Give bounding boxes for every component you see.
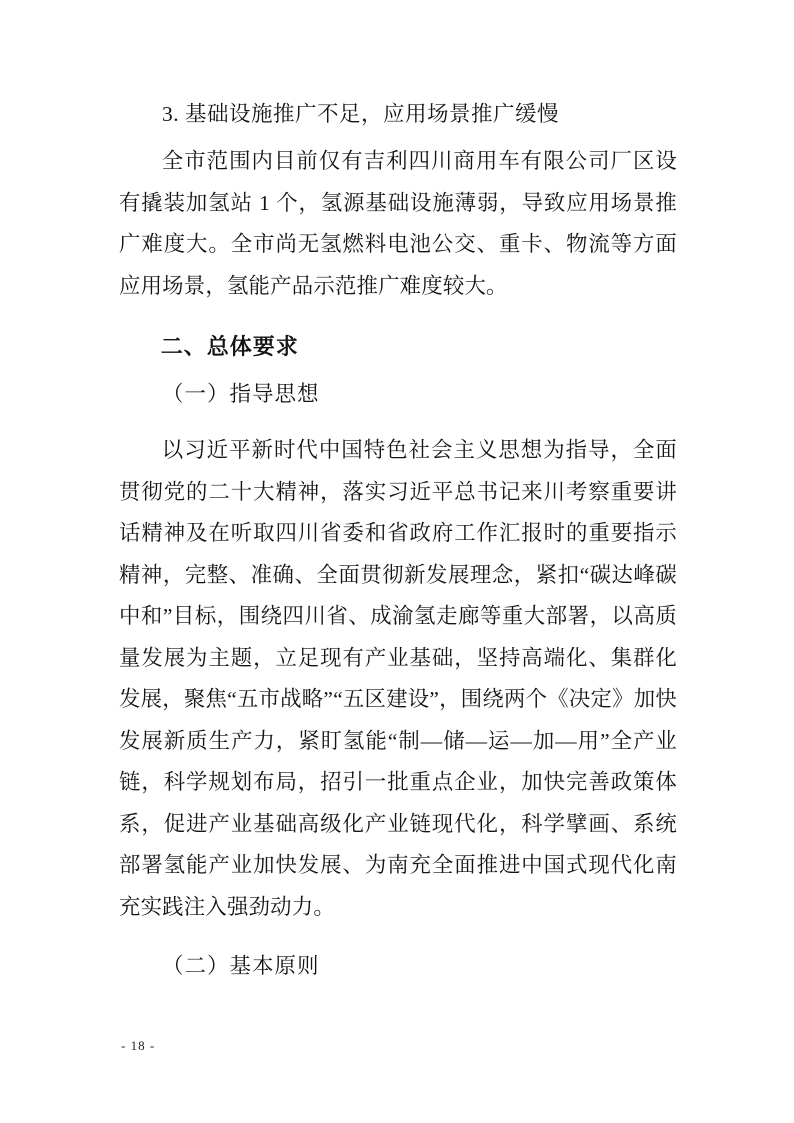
numbered-subheading: 3. 基础设施推广不足，应用场景推广缓慢 (162, 102, 560, 126)
page-number: - 18 - (121, 1038, 156, 1053)
paragraph-infrastructure: 全市范围内目前仅有吉利四川商用车有限公司厂区设有撬装加氢站 1 个，氢源基础设施薄弱，导致应用场景推广难度大。全市尚无氢燃料电池公交、重卡、物流等方面应用场景，氢能产品示范推广难度较大。 (119, 149, 677, 298)
section-heading: 二、总体要求 (160, 334, 299, 359)
paragraph-guiding-ideology: 以习近平新时代中国特色社会主义思想为指导，全面贯彻党的二十大精神，落实习近平总书记来川考察重要讲话精神及在听取四川省委和省政府工作汇报时的重要指示精神，完整、准确、全面贯彻新发展理念，紧扣“碳达峰碳中和”目标，围绕四川省、成渝氢走廊等重大部署，以高质量发展为主题，立足现有产业基础，坚持高端化、集群化发展，聚焦“五市战略”“五区建设”，围绕两个《决定》加快发展新质生产力，紧盯氢能“制—储—运—加—用”全产业链，科学规划布局，招引一批重点企业，加快完善政策体系，促进产业基础高级化产业链现代化，科学擘画、系统部署氢能产业加快发展、为南充全面推进中国式现代化南充实践注入强劲动力。 (119, 438, 677, 919)
subsection-heading-guiding-ideology: （一）指导思想 (162, 382, 320, 406)
subsection-heading-basic-principles: （二）基本原则 (162, 954, 320, 978)
